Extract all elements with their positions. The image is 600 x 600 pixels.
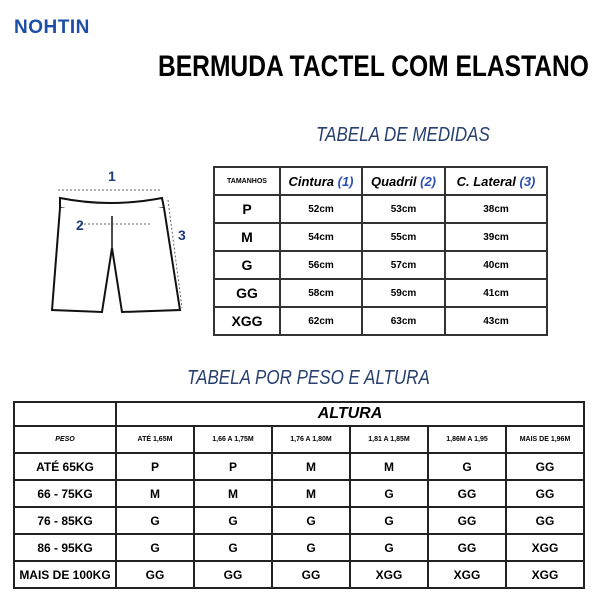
size-cell: G (214, 251, 280, 279)
header-cintura (280, 167, 362, 195)
size-cell: GG (214, 279, 280, 307)
weight-row (14, 561, 584, 588)
quadril-cell: 55cm (362, 223, 445, 251)
quadril-cell: 53cm (362, 195, 445, 223)
cintura-cell: 58cm (280, 279, 362, 307)
lateral-cell: 39cm (445, 223, 547, 251)
measures-header-row (214, 167, 547, 195)
header-cintura-label: Cintura (288, 173, 334, 189)
size-cell: XGG (350, 561, 428, 588)
height-header: 1,76 A 1,80M (272, 426, 350, 453)
header-lateral-num: (3) (519, 173, 536, 189)
corner-cell (14, 402, 116, 426)
header-cintura-num: (1) (337, 173, 354, 189)
size-cell: P (214, 195, 280, 223)
header-lateral-label: C. Lateral (456, 173, 516, 189)
measures-row (214, 195, 547, 223)
measures-table (213, 166, 548, 336)
height-header: MAIS DE 1,96M (506, 426, 584, 453)
size-cell: G (350, 534, 428, 561)
size-cell: G (116, 534, 194, 561)
peso-header: PESO (14, 426, 116, 453)
lateral-cell: 43cm (445, 307, 547, 335)
size-cell: G (350, 507, 428, 534)
weight-row (14, 453, 584, 480)
brand-logo: NOHTIN (14, 17, 90, 38)
size-cell: XGG (214, 307, 280, 335)
measures-row (214, 251, 547, 279)
shorts-illustration (40, 160, 210, 330)
weight-row (14, 480, 584, 507)
header-quadril (362, 167, 445, 195)
heights-row (14, 426, 584, 453)
peso-cell: ATÉ 65KG (14, 453, 116, 480)
size-cell: GG (506, 453, 584, 480)
weight-row (14, 534, 584, 561)
size-cell: M (350, 453, 428, 480)
height-header: 1,81 A 1,85M (350, 426, 428, 453)
measures-row (214, 223, 547, 251)
size-cell: G (116, 507, 194, 534)
label-side: 3 (178, 227, 186, 243)
altura-header: ALTURA (116, 402, 584, 426)
header-quadril-num: (2) (420, 173, 437, 189)
cintura-cell: 52cm (280, 195, 362, 223)
lateral-cell: 38cm (445, 195, 547, 223)
size-cell: XGG (506, 534, 584, 561)
size-cell: M (116, 480, 194, 507)
peso-cell: MAIS DE 100KG (14, 561, 116, 588)
altura-header-row (14, 402, 584, 426)
label-waist: 1 (108, 168, 116, 184)
size-cell: GG (506, 507, 584, 534)
size-cell: GG (194, 561, 272, 588)
lateral-cell: 40cm (445, 251, 547, 279)
size-cell: GG (506, 480, 584, 507)
height-header: 1,66 A 1,75M (194, 426, 272, 453)
size-cell: G (194, 534, 272, 561)
cintura-cell: 54cm (280, 223, 362, 251)
measures-row (214, 307, 547, 335)
size-cell: GG (272, 561, 350, 588)
size-cell: GG (428, 534, 506, 561)
size-cell: G (272, 534, 350, 561)
size-cell: M (214, 223, 280, 251)
size-cell: XGG (506, 561, 584, 588)
cintura-cell: 56cm (280, 251, 362, 279)
size-cell: GG (428, 507, 506, 534)
peso-cell: 66 - 75KG (14, 480, 116, 507)
size-cell: M (272, 480, 350, 507)
size-cell: P (116, 453, 194, 480)
size-cell: M (194, 480, 272, 507)
size-cell: G (194, 507, 272, 534)
weight-title: TABELA POR PESO E ALTURA (187, 367, 430, 389)
size-cell: P (194, 453, 272, 480)
size-cell: G (428, 453, 506, 480)
size-cell: GG (428, 480, 506, 507)
weight-row (14, 507, 584, 534)
quadril-cell: 59cm (362, 279, 445, 307)
quadril-cell: 57cm (362, 251, 445, 279)
lateral-cell: 41cm (445, 279, 547, 307)
height-header: 1,86M A 1,95 (428, 426, 506, 453)
peso-cell: 76 - 85KG (14, 507, 116, 534)
header-lateral (445, 167, 547, 195)
size-cell: G (350, 480, 428, 507)
quadril-cell: 63cm (362, 307, 445, 335)
shorts-diagram (40, 160, 210, 330)
weight-height-table (13, 401, 585, 589)
header-sizes: TAMANHOS (214, 167, 280, 195)
cintura-cell: 62cm (280, 307, 362, 335)
size-cell: M (272, 453, 350, 480)
label-hip: 2 (76, 217, 84, 233)
measures-row (214, 279, 547, 307)
size-cell: GG (116, 561, 194, 588)
size-cell: G (272, 507, 350, 534)
header-quadril-label: Quadril (370, 173, 417, 189)
height-header: ATÉ 1,65M (116, 426, 194, 453)
size-cell: XGG (428, 561, 506, 588)
page-title: BERMUDA TACTEL COM ELASTANO (158, 50, 589, 83)
peso-cell: 86 - 95KG (14, 534, 116, 561)
measures-title: TABELA DE MEDIDAS (316, 124, 490, 146)
